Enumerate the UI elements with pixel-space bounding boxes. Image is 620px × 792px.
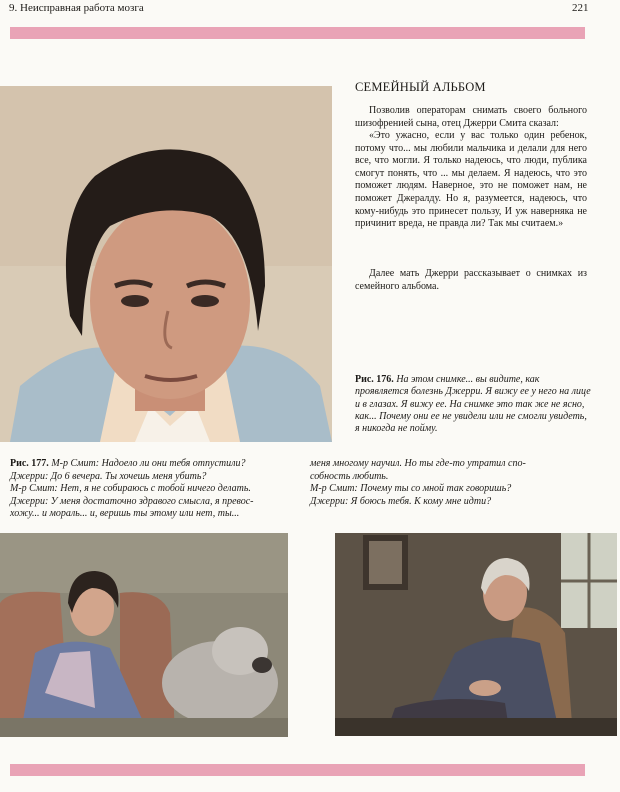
dialogue-line: М-р Смит: Почему ты со мной так говоришь? <box>310 483 512 495</box>
article-title: СЕМЕЙНЫЙ АЛЬБОМ <box>355 80 486 94</box>
article-closing-text: Далее мать Джерри рассказывает о снимках из семейного альбома. <box>355 268 587 292</box>
dialogue-text: М-р Смит: Надоело ли они тебя отпустили? <box>51 458 246 469</box>
dialogue-line <box>10 458 300 471</box>
article-intro-text: Позволив операторам снимать своего больного шизофренией сына, отец Джерри Смита сказал: <box>355 105 587 129</box>
dialogue-line: Джерри: Я боюсь тебя. К кому мне идти? <box>310 495 492 507</box>
dialogue-line: хожу... и мораль... и, веришь ты этому или нет, ты... <box>10 508 240 520</box>
figure-176-caption <box>355 374 591 435</box>
dialogue-line: Джерри: До 6 вечера. Ты хочешь меня убить? <box>10 470 207 482</box>
top-accent-bar <box>10 27 585 39</box>
father-photo <box>335 533 617 736</box>
bottom-accent-bar <box>10 764 585 776</box>
dialogue-line: меня многому научил. Но ты где-то утратил спо- <box>310 458 526 469</box>
figure-177-number: Рис. 177. <box>10 458 49 469</box>
figure-176-number: Рис. 176. <box>355 374 394 385</box>
portrait-photo <box>0 86 332 442</box>
dialogue-line: Джерри: У меня достаточно здравого смысла, я превос- <box>10 495 254 507</box>
article-closing <box>355 268 587 293</box>
figure-177-dialogue-right <box>310 458 580 508</box>
figure-177-dialogue-left <box>10 458 300 521</box>
chapter-header: 9. Неисправная работа мозга <box>9 2 144 14</box>
article-quote-text: «Это ужасно, если у вас только один ребенок, потому что... мы любили мальчика и делали для него все, что могли. Я только надеюсь, что люди, публика смогут понять, что ... мы делаем. Я надеюсь, что это поможет людям. Наверное, это не поможет нам, не поможет Джералду. Но я, разумеется, надеюсь, что кому-нибудь это принесет пользу, И уж наверняка не причинит вреда, не правда ли? Так мы считаем.» <box>355 130 587 230</box>
article-intro <box>355 105 587 130</box>
page-number: 221 <box>572 2 589 14</box>
jerry-photo <box>0 533 288 737</box>
article-quote <box>355 130 587 231</box>
dialogue-line: собность любить. <box>310 470 389 482</box>
dialogue-line: М-р Смит: Нет, я не собираюсь с тобой ничего делать. <box>10 483 251 495</box>
figure-176-text: На этом снимке... вы видите, как проявляется болезнь Джерри. Я вижу ее у него на лице и в глазах. Я вижу ее. На снимке это так же не ясно, как... Почему они ее не увидели или не смогли увидеть, я никогда не пойму. <box>355 374 591 435</box>
